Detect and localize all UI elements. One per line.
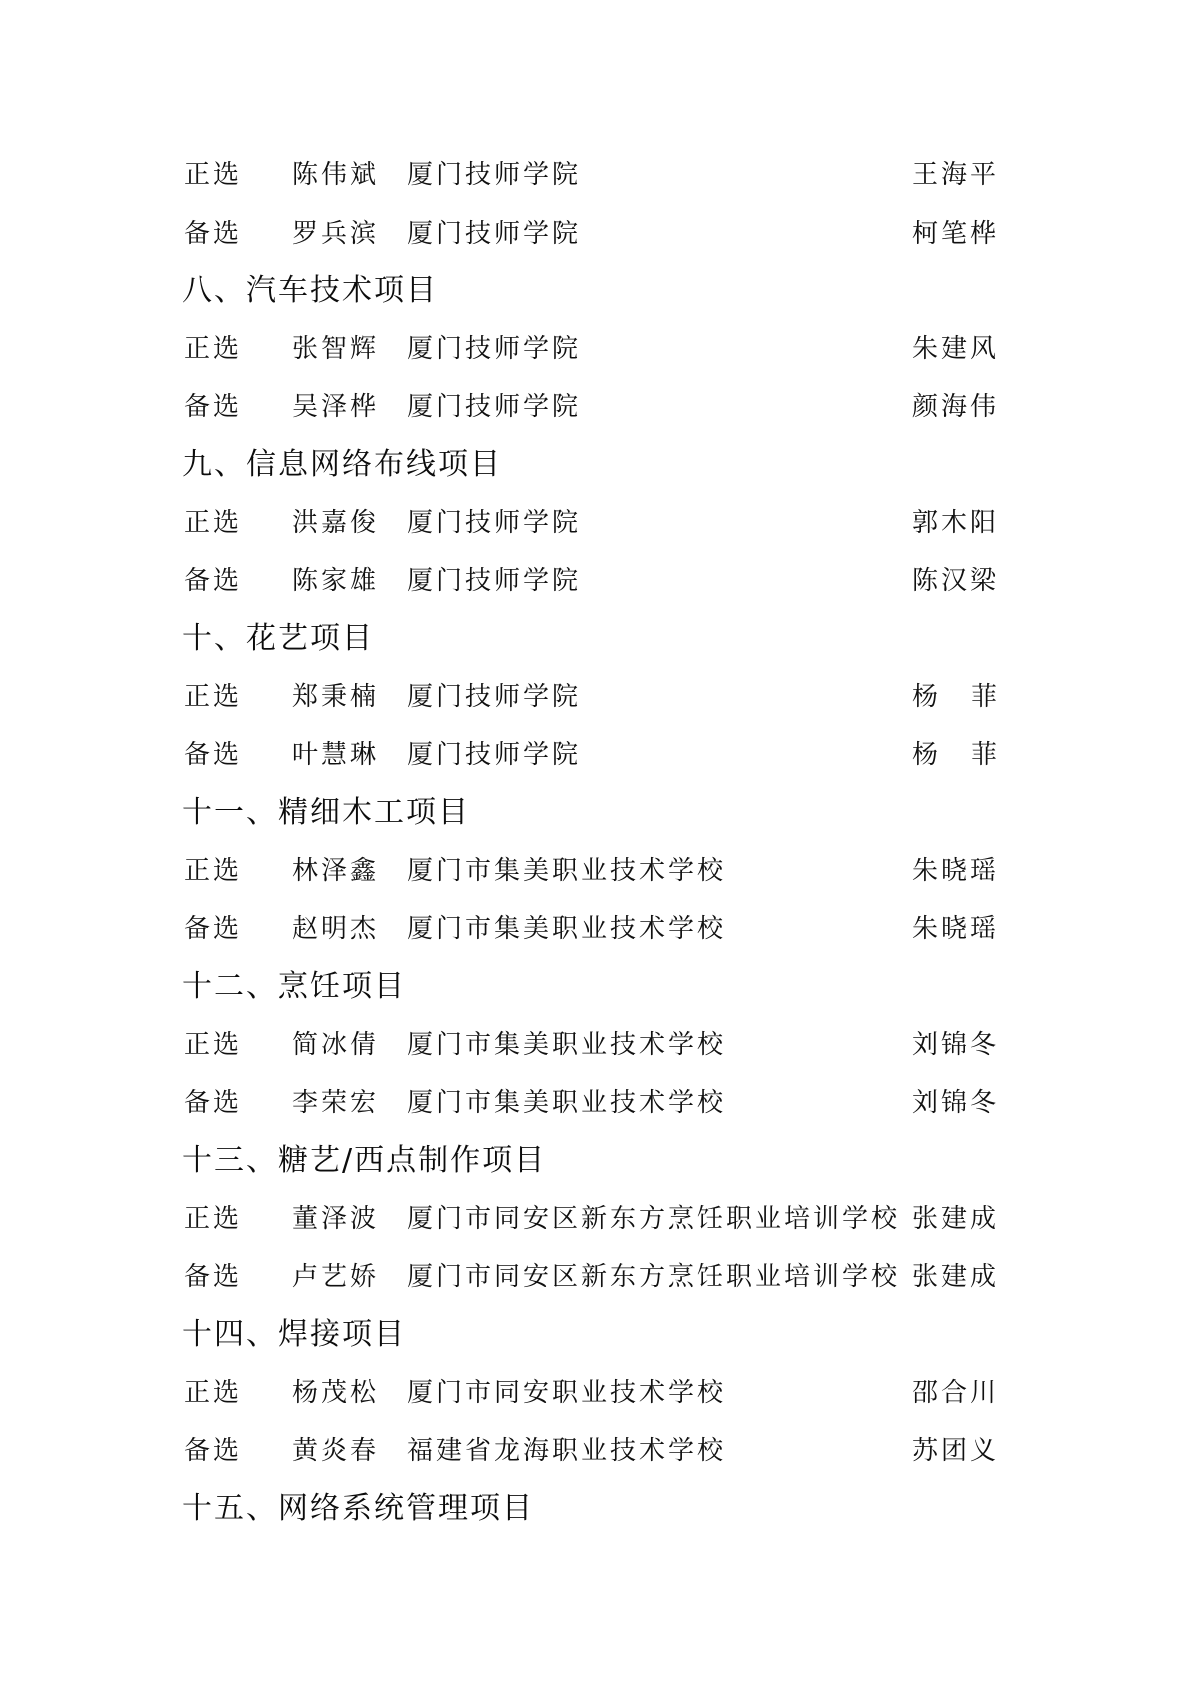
entry-type: 正选 (184, 682, 243, 712)
entry-school: 厦门市同安区新东方烹饪职业培训学校 (407, 1262, 901, 1292)
entry-school: 厦门市集美职业技术学校 (407, 914, 727, 944)
entry-coach: 张建成 (912, 1262, 1000, 1292)
section-heading: 十一、精细木工项目 (182, 795, 470, 830)
entry-name: 陈伟斌 (292, 160, 380, 190)
entry-row (0, 726, 1191, 784)
entry-name: 林泽鑫 (292, 856, 380, 886)
entry-type: 备选 (184, 1088, 243, 1118)
entry-coach: 柯笔桦 (912, 219, 1000, 249)
entry-coach: 王海平 (912, 160, 1000, 190)
section-heading: 九、信息网络布线项目 (182, 447, 502, 482)
entry-name: 卢艺娇 (292, 1262, 380, 1292)
entry-type: 备选 (184, 740, 243, 770)
entry-name: 杨茂松 (292, 1378, 380, 1408)
entry-coach: 刘锦冬 (912, 1030, 1000, 1060)
section-heading: 十四、焊接项目 (182, 1317, 406, 1352)
entry-school: 厦门技师学院 (407, 740, 582, 770)
entry-coach: 刘锦冬 (912, 1088, 1000, 1118)
entry-coach: 杨菲 (912, 740, 1031, 770)
section-heading: 十二、烹饪项目 (182, 969, 406, 1004)
entry-school: 厦门技师学院 (407, 219, 582, 249)
entry-row (0, 320, 1191, 378)
entry-type: 正选 (184, 334, 243, 364)
entry-school: 福建省龙海职业技术学校 (407, 1436, 727, 1466)
entry-school: 厦门技师学院 (407, 682, 582, 712)
entry-type: 正选 (184, 856, 243, 886)
section-heading: 十、花艺项目 (182, 621, 374, 656)
entry-row (0, 1364, 1191, 1422)
entry-name: 吴泽桦 (292, 392, 380, 422)
entry-type: 正选 (184, 1204, 243, 1234)
entry-row (0, 842, 1191, 900)
entry-school: 厦门市集美职业技术学校 (407, 1030, 727, 1060)
entry-coach: 陈汉梁 (912, 566, 1000, 596)
entry-type: 备选 (184, 1262, 243, 1292)
entry-name: 赵明杰 (292, 914, 380, 944)
entry-row (0, 900, 1191, 958)
entry-row (0, 494, 1191, 552)
entry-row (0, 1422, 1191, 1480)
entry-school: 厦门市集美职业技术学校 (407, 856, 727, 886)
entry-school: 厦门技师学院 (407, 392, 582, 422)
entry-school: 厦门市同安区新东方烹饪职业培训学校 (407, 1204, 901, 1234)
entry-school: 厦门市同安职业技术学校 (407, 1378, 727, 1408)
entry-row (0, 668, 1191, 726)
entry-coach: 郭木阳 (912, 508, 1000, 538)
entry-row (0, 1074, 1191, 1132)
entry-school: 厦门技师学院 (407, 508, 582, 538)
entry-name: 罗兵滨 (292, 219, 380, 249)
entry-row (0, 205, 1191, 263)
entry-name: 李荣宏 (292, 1088, 380, 1118)
entry-coach: 朱晓瑶 (912, 914, 1000, 944)
entry-row (0, 552, 1191, 610)
entry-name: 张智辉 (292, 334, 380, 364)
entry-coach: 张建成 (912, 1204, 1000, 1234)
entry-name: 郑秉楠 (292, 682, 380, 712)
entry-coach: 颜海伟 (912, 392, 1000, 422)
entry-row (0, 1190, 1191, 1248)
entry-type: 备选 (184, 914, 243, 944)
entry-name: 陈家雄 (292, 566, 380, 596)
entry-type: 正选 (184, 160, 243, 190)
entry-school: 厦门市集美职业技术学校 (407, 1088, 727, 1118)
entry-coach: 朱晓瑶 (912, 856, 1000, 886)
entry-school: 厦门技师学院 (407, 334, 582, 364)
entry-type: 备选 (184, 219, 243, 249)
entry-name: 洪嘉俊 (292, 508, 380, 538)
entry-type: 备选 (184, 392, 243, 422)
entry-type: 备选 (184, 1436, 243, 1466)
entry-name: 董泽波 (292, 1204, 380, 1234)
entry-row (0, 1248, 1191, 1306)
entry-coach: 朱建风 (912, 334, 1000, 364)
section-heading: 十三、糖艺/西点制作项目 (182, 1143, 547, 1178)
entry-coach: 邵合川 (912, 1378, 1000, 1408)
entry-type: 正选 (184, 508, 243, 538)
entry-school: 厦门技师学院 (407, 566, 582, 596)
section-heading: 十五、网络系统管理项目 (182, 1491, 534, 1526)
entry-name: 黄炎春 (292, 1436, 380, 1466)
entry-coach: 苏团义 (912, 1436, 1000, 1466)
section-heading: 八、汽车技术项目 (182, 273, 438, 308)
entry-type: 正选 (184, 1030, 243, 1060)
entry-type: 备选 (184, 566, 243, 596)
entry-row (0, 1016, 1191, 1074)
entry-type: 正选 (184, 1378, 243, 1408)
entry-school: 厦门技师学院 (407, 160, 582, 190)
entry-row (0, 378, 1191, 436)
entry-row (0, 146, 1191, 204)
entry-name: 叶慧琳 (292, 740, 380, 770)
entry-coach: 杨菲 (912, 682, 1031, 712)
entry-name: 简冰倩 (292, 1030, 380, 1060)
